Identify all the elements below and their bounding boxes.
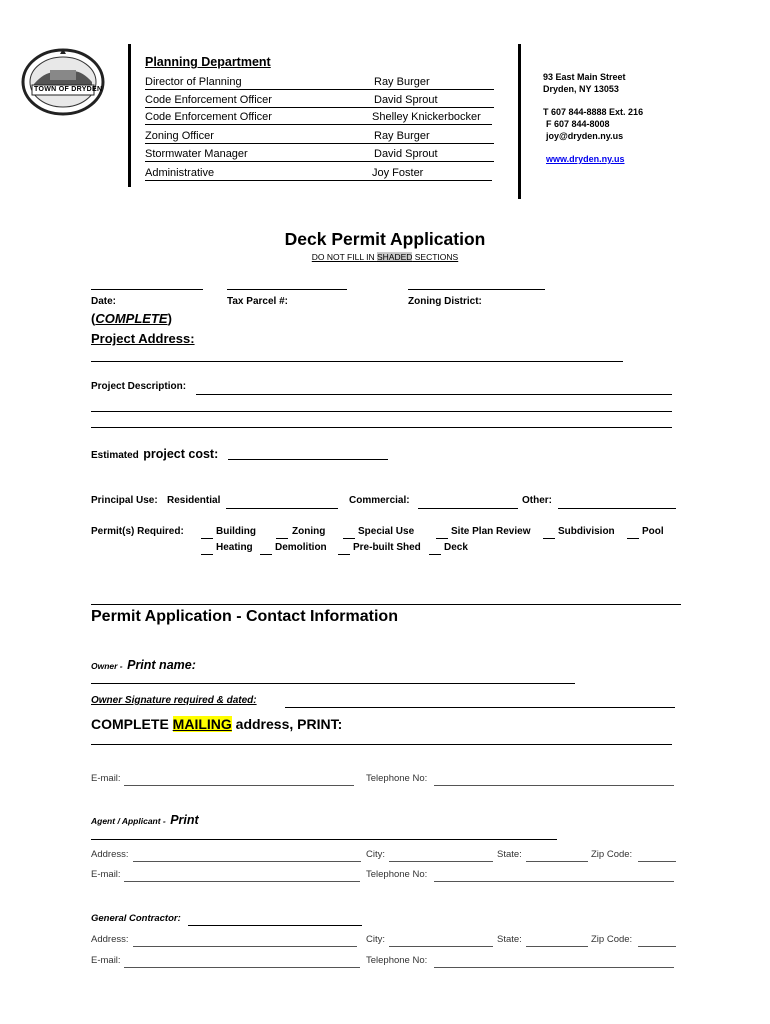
permit-demolition-label: Demolition (275, 542, 327, 553)
staff-role: Zoning Officer (145, 130, 368, 144)
seal-graphic (20, 46, 106, 118)
agent-print-label (91, 811, 199, 829)
agent-zip-field[interactable] (638, 860, 676, 862)
date-label: Date: (91, 296, 117, 307)
gc-telephone-label: Telephone No: (366, 955, 428, 966)
office-address-line2: Dryden, NY 13053 (543, 84, 619, 94)
staff-name: Joy Foster (368, 167, 492, 181)
general-contractor-field[interactable] (188, 924, 362, 926)
residential-field[interactable] (226, 507, 338, 509)
gc-email-field[interactable] (124, 966, 360, 968)
permit-checkbox-zoning[interactable] (276, 538, 288, 539)
permit-shed-label: Pre-built Shed (353, 542, 421, 553)
contact-heading: Permit Application - Contact Information (91, 608, 398, 625)
shaded-note-after: SECTIONS (412, 252, 459, 262)
estimated-cost-label (91, 445, 218, 463)
staff-role: Code Enforcement Officer (145, 94, 368, 108)
staff-name: David Sprout (368, 148, 494, 162)
agent-telephone-field[interactable] (434, 880, 674, 882)
project-description-field-1[interactable] (196, 393, 672, 395)
owner-print-name: Print name: (127, 658, 196, 672)
permit-deck-label: Deck (444, 542, 468, 553)
complete-word: COMPLETE (95, 311, 168, 326)
mailing-highlight: MAILING (172, 716, 232, 732)
mailing-address-label (91, 716, 342, 732)
estimated-cost-field[interactable] (228, 458, 388, 460)
gc-zip-label: Zip Code: (591, 934, 633, 945)
permit-site-plan-label: Site Plan Review (451, 526, 531, 537)
permit-zoning-label: Zoning (292, 526, 326, 537)
gc-address-field[interactable] (133, 945, 357, 947)
general-contractor-label: General Contractor: (91, 913, 181, 924)
project-description-field-2[interactable] (91, 410, 672, 412)
office-phone: T 607 844-8888 Ext. 216 (543, 107, 644, 117)
other-label: Other: (522, 495, 552, 506)
agent-telephone-label: Telephone No: (366, 869, 428, 880)
tax-parcel-field[interactable] (227, 288, 347, 290)
gc-state-field[interactable] (526, 945, 588, 947)
staff-role: Administrative (145, 167, 368, 181)
permit-checkbox-subdivision[interactable] (543, 538, 555, 539)
shaded-note (0, 252, 770, 262)
permits-required-label: Permit(s) Required: (91, 526, 184, 537)
owner-telephone-field[interactable] (434, 784, 674, 786)
agent-name-field[interactable] (91, 838, 557, 840)
page-title: Deck Permit Application (284, 229, 486, 249)
complete-close: ) (167, 311, 172, 326)
office-email: joy@dryden.ny.us (546, 131, 624, 141)
gc-city-label: City: (366, 934, 385, 945)
permit-checkbox-pool[interactable] (627, 538, 639, 539)
agent-email-field[interactable] (124, 880, 360, 882)
gc-telephone-field[interactable] (434, 966, 674, 968)
principal-use-label: Principal Use: (91, 495, 158, 506)
office-address-line1: 93 East Main Street (543, 72, 626, 82)
project-address-label: Project Address: (91, 331, 195, 346)
project-cost-word: project cost: (143, 447, 219, 461)
permit-checkbox-deck[interactable] (429, 554, 441, 555)
town-seal (20, 46, 106, 118)
zoning-district-label: Zoning District: (408, 296, 482, 307)
mailing-before: COMPLETE (91, 716, 173, 732)
owner-email-field[interactable] (124, 784, 354, 786)
permit-building-label: Building (216, 526, 256, 537)
date-field[interactable] (91, 288, 203, 290)
office-website-link[interactable]: www.dryden.ny.us (546, 154, 625, 164)
agent-city-label: City: (366, 849, 385, 860)
permit-pool-label: Pool (642, 526, 664, 537)
header-divider-left (128, 44, 131, 187)
zoning-district-field[interactable] (408, 288, 545, 290)
header-divider-right (518, 44, 521, 199)
shaded-note-before: DO NOT FILL IN (311, 252, 377, 262)
residential-label: Residential (167, 495, 221, 506)
agent-address-label: Address: (91, 849, 129, 860)
project-description-field-3[interactable] (91, 426, 672, 428)
estimated-word: Estimated (91, 450, 139, 461)
owner-name-field[interactable] (91, 682, 575, 684)
permit-checkbox-shed[interactable] (338, 554, 350, 555)
agent-zip-label: Zip Code: (591, 849, 633, 860)
staff-name: Shelley Knickerbocker (368, 111, 492, 125)
shaded-note-shaded: SHADED (376, 252, 413, 262)
owner-prefix: Owner - (91, 661, 123, 671)
gc-zip-field[interactable] (638, 945, 676, 947)
staff-name: Ray Burger (368, 76, 494, 90)
agent-city-field[interactable] (389, 860, 493, 862)
owner-print-label (91, 656, 196, 674)
project-address-field[interactable] (91, 360, 623, 362)
agent-email-label: E-mail: (91, 869, 121, 880)
gc-city-field[interactable] (389, 945, 493, 947)
agent-state-field[interactable] (526, 860, 588, 862)
commercial-label: Commercial: (349, 495, 410, 506)
tax-parcel-label: Tax Parcel #: (227, 296, 288, 307)
owner-email-label: E-mail: (91, 773, 121, 784)
permit-special-use-label: Special Use (358, 526, 415, 537)
permit-checkbox-special-use[interactable] (343, 538, 355, 539)
staff-name: Ray Burger (368, 130, 494, 144)
agent-state-label: State: (497, 849, 522, 860)
staff-name: David Sprout (368, 94, 494, 108)
staff-role: Stormwater Manager (145, 148, 368, 162)
gc-email-label: E-mail: (91, 955, 121, 966)
seal-text: TOWN OF DRYDEN (34, 86, 103, 93)
complete-open: ( (91, 311, 96, 326)
owner-telephone-label: Telephone No: (366, 773, 428, 784)
owner-signature-label: Owner Signature required & dated: (91, 695, 257, 706)
permit-checkbox-site-plan[interactable] (436, 538, 448, 539)
staff-role: Director of Planning (145, 76, 368, 90)
department-title: Planning Department (145, 55, 271, 69)
permit-checkbox-building[interactable] (201, 538, 213, 539)
permit-subdivision-label: Subdivision (558, 526, 615, 537)
gc-state-label: State: (497, 934, 522, 945)
complete-note (91, 311, 172, 326)
agent-address-field[interactable] (133, 860, 361, 862)
agent-prefix: Agent / Applicant - (91, 816, 166, 826)
agent-print: Print (170, 813, 199, 827)
owner-signature-field[interactable] (285, 706, 675, 708)
permit-checkbox-heating[interactable] (201, 554, 213, 555)
permit-checkbox-demolition[interactable] (260, 554, 272, 555)
commercial-field[interactable] (418, 507, 518, 509)
project-description-label: Project Description: (91, 381, 187, 392)
gc-address-label: Address: (91, 934, 129, 945)
mailing-after: address, PRINT: (231, 716, 343, 732)
staff-role: Code Enforcement Officer (145, 111, 368, 125)
section-divider (91, 604, 681, 605)
other-field[interactable] (558, 507, 676, 509)
mailing-address-field[interactable] (91, 743, 672, 745)
office-fax: F 607 844-8008 (546, 119, 610, 129)
permit-heating-label: Heating (216, 542, 253, 553)
